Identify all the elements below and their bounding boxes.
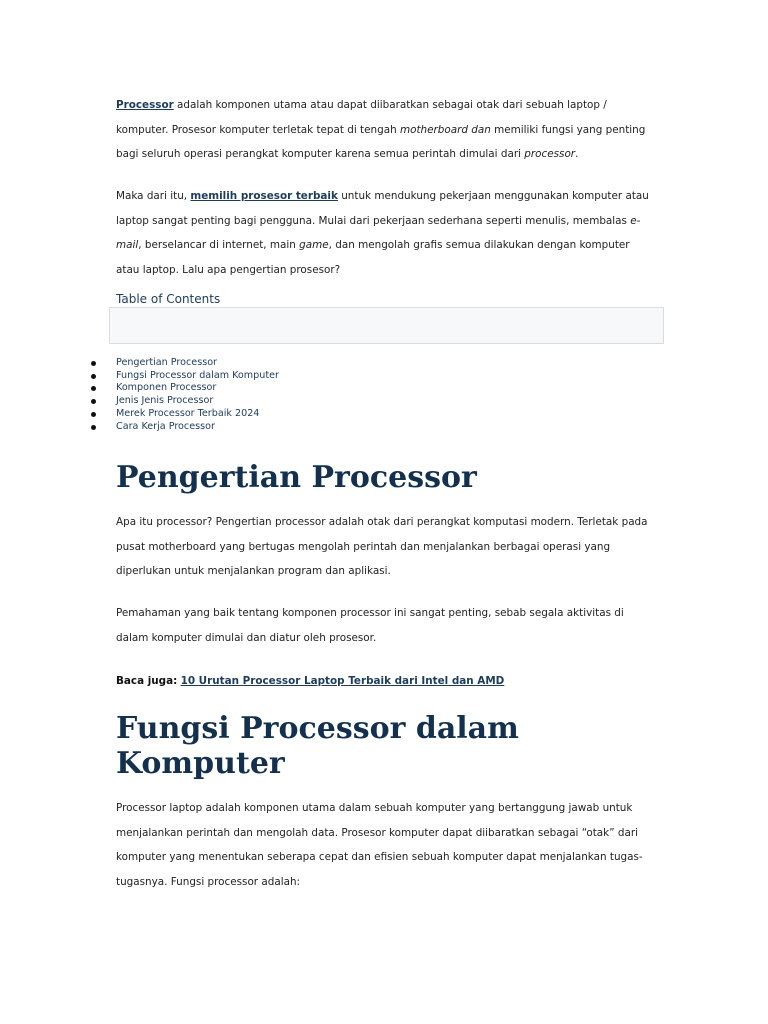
processor-link[interactable]: Processor	[116, 99, 174, 111]
bullet-icon	[91, 399, 96, 404]
toc-item[interactable]: Pengertian Processor	[116, 357, 279, 370]
memilih-prosesor-link[interactable]: memilih prosesor terbaik	[190, 190, 338, 202]
toc-item[interactable]: Cara Kerja Processor	[116, 421, 279, 434]
section2-paragraph-1: Processor laptop adalah komponen utama dalam sebuah komputer yang bertanggung jawab untuk menjalankan perintah dan mengolah data. Prosesor komputer dapat diibaratkan sebagai “otak” dari komputer yang menentukan seberapa cepat dan efisien sebuah komputer dapat menjalankan tugas-tugasnya. Fungsi processor adalah:	[116, 802, 643, 888]
bullet-icon	[91, 412, 96, 417]
intro-paragraph-2: Maka dari itu, memilih prosesor terbaik untuk mendukung pekerjaan menggunakan komputer atau laptop sangat penting bagi pengguna. Mulai dari pekerjaan sederhana seperti menulis, membalas e-mail, berselancar di internet, main game, dan mengolah grafis semua dilakukan dengan komputer atau laptop. Lalu apa pengertian prosesor?	[116, 190, 649, 276]
section1-paragraph-2: Pemahaman yang baik tentang komponen processor ini sangat penting, sebab segala aktivitas di dalam komputer dimulai dan diatur oleh prosesor.	[116, 607, 624, 644]
bullet-icon	[91, 374, 96, 379]
bullet-icon	[91, 425, 96, 430]
baca-juga	[116, 669, 504, 693]
toc-title[interactable]: Table of Contents	[116, 292, 221, 306]
toc-item[interactable]: Jenis Jenis Processor	[116, 395, 279, 408]
bullet-icon	[91, 386, 96, 391]
bullet-icon	[91, 361, 96, 366]
baca-juga-link[interactable]: 10 Urutan Processor Laptop Terbaik dari Intel dan AMD	[180, 675, 505, 687]
toc-item[interactable]: Merek Processor Terbaik 2024	[116, 408, 279, 421]
toc-item[interactable]: Komponen Processor	[116, 382, 279, 395]
heading-pengertian-processor: Pengertian Processor	[116, 460, 477, 495]
heading-fungsi-processor: Fungsi Processor dalam Komputer	[116, 711, 519, 781]
toc-list	[116, 357, 279, 433]
toc-box	[109, 307, 664, 344]
section1-paragraph-1: Apa itu processor? Pengertian processor adalah otak dari perangkat komputasi modern. Terletak pada pusat motherboard yang bertugas mengolah perintah dan menjalankan berbagai operasi yang diperlukan untuk menjalankan program dan aplikasi.	[116, 516, 648, 577]
toc-item[interactable]: Fungsi Processor dalam Komputer	[116, 370, 279, 383]
baca-juga-label: Baca juga:	[116, 675, 178, 687]
intro-paragraph-1: Processor adalah komponen utama atau dapat diibaratkan sebagai otak dari sebuah laptop / komputer. Prosesor komputer terletak tepat di tengah motherboard dan memiliki fungsi yang penting bagi seluruh operasi perangkat komputer karena semua perintah dimulai dari processor.	[116, 99, 646, 160]
